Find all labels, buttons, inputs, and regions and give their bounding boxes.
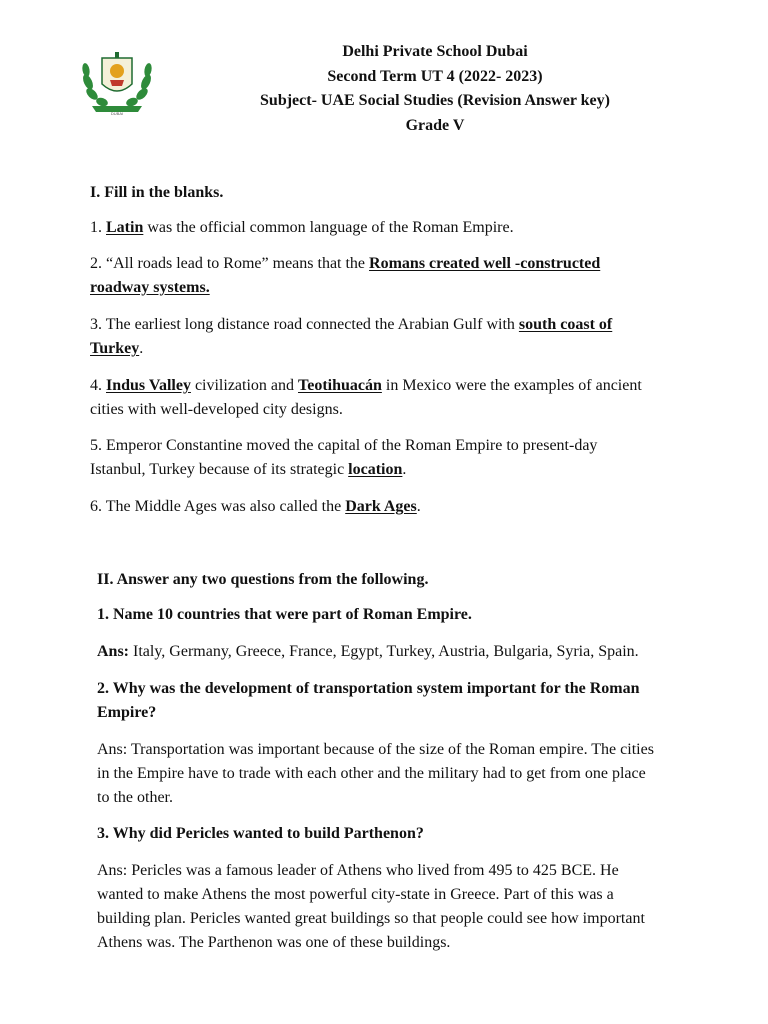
document-header (200, 40, 670, 138)
answer-1: Ans: Italy, Germany, Greece, France, Egypt, Turkey, Austria, Bulgaria, Syria, Spain. (97, 643, 639, 660)
subject-title: Subject- UAE Social Studies (Revision Answer key) (260, 92, 610, 109)
blank-3-cont: Turkey. (90, 340, 144, 357)
answer-3-line2: wanted to make Athens the most powerful city-state in Greece. Part of this was a (97, 886, 614, 903)
blank-4-cont: cities with well-developed city designs. (90, 401, 343, 418)
answer-teotihuacan: Teotihuacán (298, 377, 382, 394)
answer-indus-valley: Indus Valley (106, 377, 191, 394)
blank-6: 6. The Middle Ages was also called the Dark Ages. (90, 498, 421, 515)
question-1: 1. Name 10 countries that were part of Roman Empire. (97, 606, 472, 623)
question-2: 2. Why was the development of transportation system important for the Roman (97, 680, 640, 697)
blank-2-cont: roadway systems. (90, 279, 210, 296)
school-name: Delhi Private School Dubai (342, 43, 528, 60)
school-logo (78, 44, 156, 116)
answer-3-line3: building plan. Pericles wanted great buildings so that people could see how important (97, 910, 645, 927)
answer-3-line1: Ans: Pericles was a famous leader of Athens who lived from 495 to 425 BCE. He (97, 862, 619, 879)
question-2-cont: Empire? (97, 704, 157, 721)
logo-caption: DUBAI (110, 111, 124, 116)
answer-south-coast: south coast of (518, 316, 613, 333)
blank-1: 1. Latin was the official common language of the Roman Empire. (90, 219, 514, 236)
crest-emblem-icon (102, 52, 132, 91)
answer-romans: Romans created well -constructed (369, 255, 601, 272)
answer-2-line2: in the Empire have to trade with each other and the military had to get from one place (97, 765, 646, 782)
blank-5-cont: Istanbul, Turkey because of its strategic location. (90, 461, 407, 478)
answer-2-line3: to the other. (97, 789, 173, 806)
answer-latin: Latin (106, 219, 144, 236)
term-title: Second Term UT 4 (2022- 2023) (327, 67, 543, 85)
section2-heading: II. Answer any two questions from the following. (97, 571, 429, 588)
blank-4: 4. Indus Valley civilization and Teotihuacán in Mexico were the examples of ancient (90, 377, 642, 394)
answer-2-line1: Ans: Transportation was important because of the size of the Roman empire. The cities (97, 741, 654, 758)
answer-dark-ages: Dark Ages (345, 498, 417, 515)
blank-5: 5. Emperor Constantine moved the capital of the Roman Empire to present-day (90, 437, 598, 454)
section1-heading: I. Fill in the blanks. (90, 184, 224, 201)
answer-location: location (348, 461, 403, 478)
answer-3-line4: Athens was. The Parthenon was one of these buildings. (97, 934, 451, 951)
blank-3: 3. The earliest long distance road connected the Arabian Gulf with south coast of (90, 316, 613, 333)
grade-title: Grade V (405, 116, 465, 134)
question-3: 3. Why did Pericles wanted to build Parthenon? (97, 825, 424, 842)
blank-2: 2. “All roads lead to Rome” means that the Romans created well -constructed (90, 255, 601, 272)
